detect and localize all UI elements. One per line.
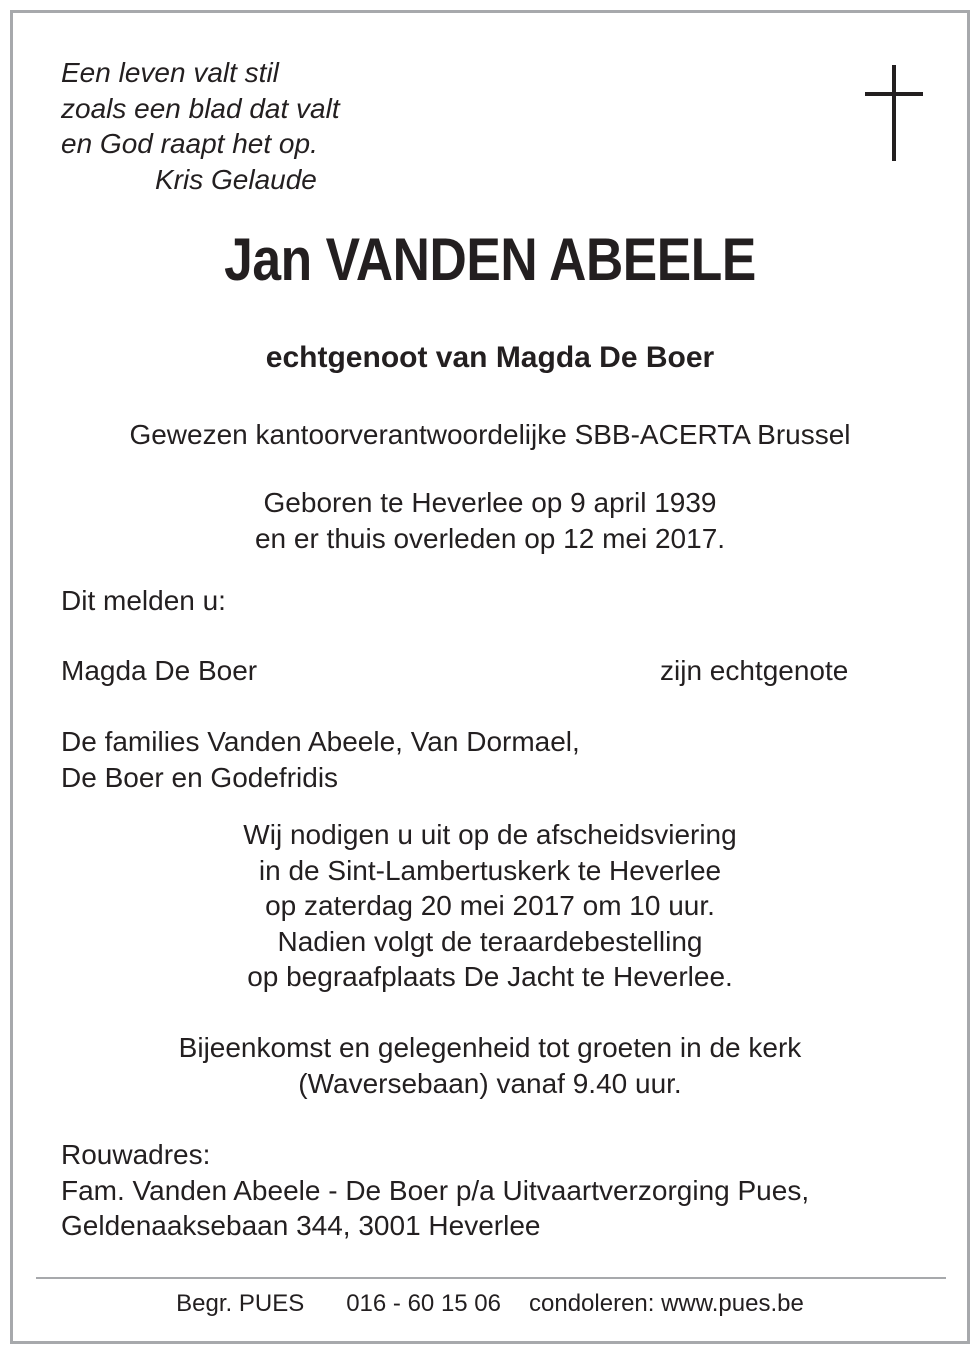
- mourning-address: [61, 1137, 809, 1244]
- spouse-line: echtgenoot van Magda De Boer: [265, 341, 715, 374]
- poem-line: Een leven valt stil: [61, 57, 279, 88]
- poem: [61, 55, 340, 197]
- birth-line: Geboren te Heverlee op 9 april 1939: [263, 487, 717, 518]
- ceremony-line: op zaterdag 20 mei 2017 om 10 uur.: [265, 890, 715, 921]
- deceased-name: Jan VANDEN ABEELE: [224, 226, 756, 293]
- mourner-name: Magda De Boer: [61, 655, 258, 686]
- mourner-relation: zijn echtgenote: [660, 655, 849, 686]
- poem-line: en God raapt het op.: [61, 128, 318, 159]
- condolence-website: condoleren: www.pues.be: [529, 1290, 804, 1317]
- families-line: De families Vanden Abeele, Van Dormael,: [61, 726, 580, 757]
- occupation: Gewezen kantoorverantwoordelijke SBB-ACERTA Brussel: [129, 419, 851, 450]
- ceremony-line: in de Sint-Lambertuskerk te Heverlee: [258, 854, 722, 886]
- ceremony-line: op begraafplaats De Jacht te Heverlee.: [247, 961, 733, 992]
- cross-icon: [865, 65, 925, 161]
- families-line: De Boer en Godefridis: [61, 761, 339, 793]
- ceremony-invitation: [13, 817, 967, 995]
- address-line: Fam. Vanden Abeele - De Boer p/a Uitvaartverzorging Pues,: [61, 1174, 810, 1206]
- obituary-card: [10, 10, 970, 1344]
- death-line: en er thuis overleden op 12 mei 2017.: [254, 522, 726, 554]
- undertaker-phone: 016 - 60 15 06: [346, 1290, 501, 1317]
- ceremony-line: Wij nodigen u uit op de afscheidsviering: [243, 819, 737, 850]
- footer-divider: [36, 1277, 946, 1279]
- meeting-line: Bijeenkomst en gelegenheid tot groeten in de kerk: [178, 1032, 802, 1063]
- ceremony-line: Nadien volgt de teraardebestelling: [277, 925, 703, 957]
- meeting-info: [13, 1030, 967, 1101]
- poem-line: zoals een blad dat valt: [61, 92, 340, 124]
- life-dates: [13, 485, 967, 556]
- address-line: Geldenaaksebaan 344, 3001 Heverlee: [61, 1210, 541, 1241]
- footer: [13, 1289, 967, 1319]
- announcement-intro: Dit melden u:: [61, 585, 226, 616]
- undertaker-name: Begr. PUES: [176, 1290, 305, 1317]
- meeting-line: (Waversebaan) vanaf 9.40 uur.: [298, 1067, 682, 1099]
- families: [61, 724, 580, 795]
- poem-author: Kris Gelaude: [155, 163, 317, 195]
- address-label: Rouwadres:: [61, 1139, 211, 1170]
